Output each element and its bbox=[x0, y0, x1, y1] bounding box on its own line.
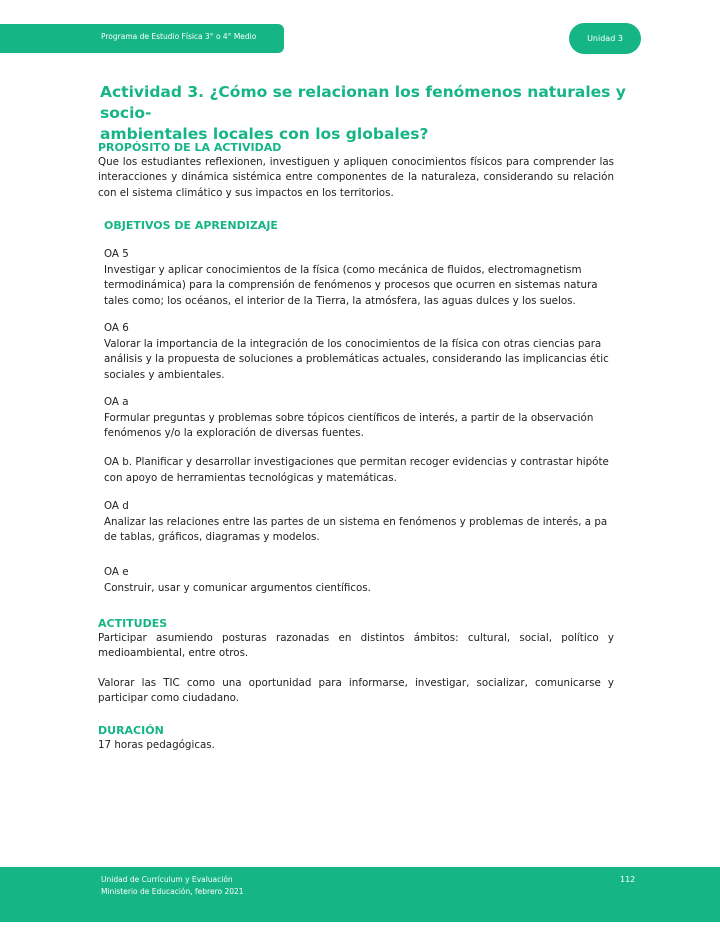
oa-6 bbox=[104, 321, 619, 383]
oa-text-line: fenómenos y/o la exploración de diversas fuentes. bbox=[104, 427, 364, 439]
oa-label: OA d bbox=[104, 500, 129, 512]
page-number: 112 bbox=[620, 875, 636, 884]
oa-text-line: Formular preguntas y problemas sobre tópicos científicos de interés, a partir de la observación bbox=[104, 411, 594, 424]
oa-text-line: tales como; los océanos, el interior de la Tierra, la atmósfera, las aguas dulces y los suelos. bbox=[104, 294, 576, 307]
oa-label: OA e bbox=[104, 566, 129, 578]
oa-text-line: Analizar las relaciones entre las partes de un sistema en fenómenos y problemas de interés, a pa bbox=[104, 515, 608, 528]
oa-a bbox=[104, 395, 619, 442]
footer-bar bbox=[0, 867, 720, 922]
oa-text-line: OA b. Planificar y desarrollar investigaciones que permitan recoger evidencias y contrastar hipóte bbox=[104, 456, 609, 468]
unit-badge: Unidad 3 bbox=[569, 23, 641, 54]
actitud-item-2: Valorar las TIC como una oportunidad para informarse, investigar, socializar, comunicarse y participar como ciudadano. bbox=[98, 677, 614, 705]
activity-title-line-2: ambientales locales con los globales? bbox=[100, 125, 429, 143]
oa-text-line: Investigar y aplicar conocimientos de la física (como mecánica de fluidos, electromagnetism bbox=[104, 263, 582, 276]
activity-title bbox=[100, 82, 670, 145]
oa-5 bbox=[104, 247, 619, 309]
duracion-heading: DURACIÓN bbox=[98, 724, 164, 737]
proposito-text: Que los estudiantes reflexionen, investiguen y apliquen conocimientos físicos para comprender las interacciones y dinámica sistémica entre componentes de la naturaleza, considerando su relación con el sistema climático y sus impactos en los territorios. bbox=[98, 156, 614, 199]
oa-text-line: sociales y ambientales. bbox=[104, 368, 225, 381]
oa-b bbox=[104, 455, 619, 486]
oa-text-line: Valorar la importancia de la integración de los conocimientos de la física con otras ciencias para bbox=[104, 337, 602, 350]
oa-label: OA 5 bbox=[104, 248, 129, 260]
activity-title-line-1: Actividad 3. ¿Cómo se relacionan los fenómenos naturales y socio- bbox=[100, 83, 626, 122]
oa-text-line: termodinámica) para la comprensión de fenómenos y procesos que ocurren en sistemas natura bbox=[104, 279, 598, 291]
oa-text-line: análisis y la propuesta de soluciones a problemáticas actuales, considerando las implicancias étic bbox=[104, 353, 609, 365]
oa-text-line: con apoyo de herramientas tecnológicas y matemáticas. bbox=[104, 471, 397, 484]
oa-text-line: Construir, usar y comunicar argumentos científicos. bbox=[104, 581, 371, 594]
oa-label: OA 6 bbox=[104, 322, 129, 334]
duracion-text: 17 horas pedagógicas. bbox=[98, 739, 215, 751]
footer-ministry-date: Ministerio de Educación, febrero 2021 bbox=[101, 887, 244, 896]
oa-e bbox=[104, 565, 619, 596]
footer-department: Unidad de Currículum y Evaluación bbox=[101, 875, 233, 884]
oa-text-line: de tablas, gráficos, diagramas y modelos. bbox=[104, 531, 320, 543]
actitud-item-1: Participar asumiendo posturas razonadas en distintos ámbitos: cultural, social, político y medioambiental, entre otros. bbox=[98, 632, 614, 660]
program-title: Programa de Estudio Física 3° o 4° Medio bbox=[101, 32, 257, 41]
objetivos-heading: OBJETIVOS DE APRENDIZAJE bbox=[104, 219, 278, 232]
proposito-heading: PROPÓSITO DE LA ACTIVIDAD bbox=[98, 141, 282, 154]
header-bar bbox=[0, 24, 284, 53]
actitudes-heading: ACTITUDES bbox=[98, 617, 168, 630]
oa-d bbox=[104, 499, 619, 546]
oa-label: OA a bbox=[104, 396, 129, 408]
